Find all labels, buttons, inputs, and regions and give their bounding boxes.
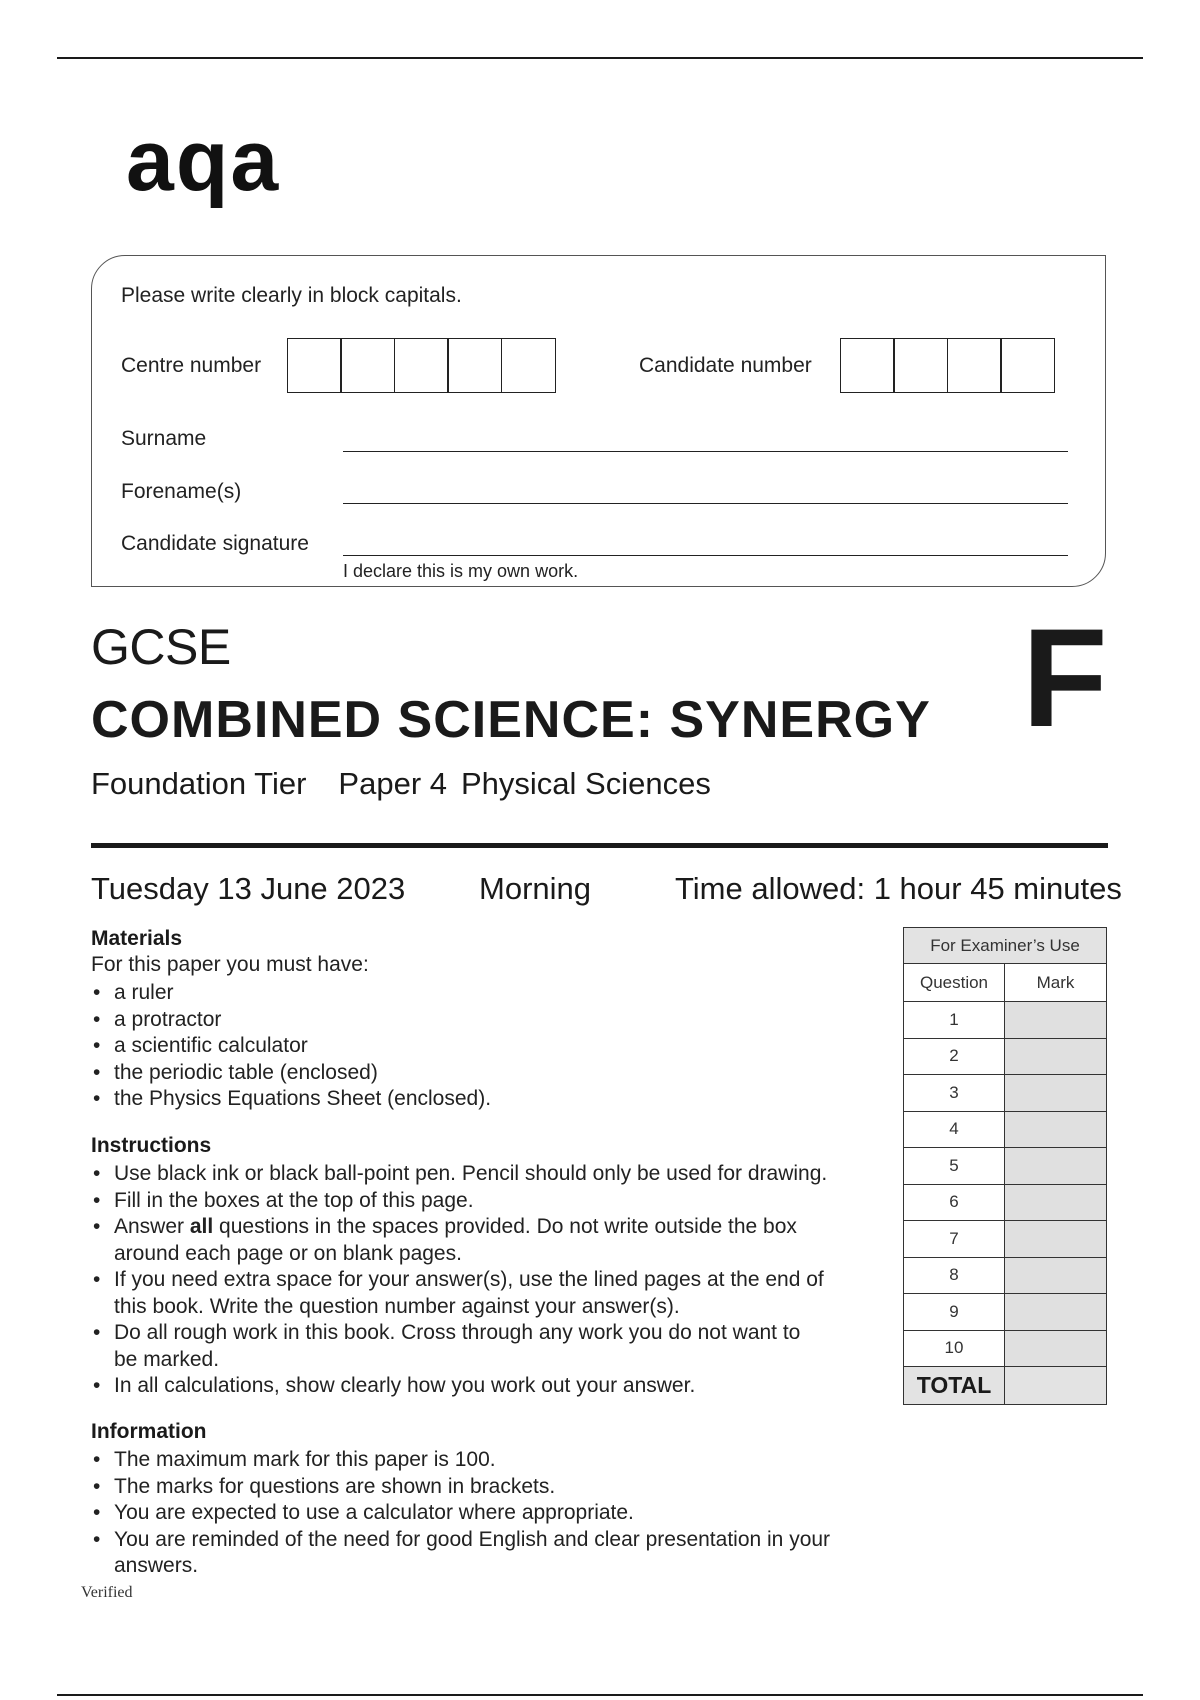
instructions-heading: Instructions [91, 1134, 212, 1157]
examiner-use-table [903, 927, 1107, 1405]
list-item: • You are expected to use a calculator where appropriate. [91, 1500, 851, 1527]
mark-cell [1005, 1148, 1107, 1185]
mark-cell [1005, 1257, 1107, 1294]
question-number: 7 [904, 1221, 1005, 1258]
block-capitals-instruction: Please write clearly in block capitals. [121, 284, 462, 307]
total-mark-cell [1005, 1367, 1107, 1405]
aqa-logo: aqa [126, 113, 281, 209]
information-heading: Information [91, 1420, 207, 1443]
list-item: • The marks for questions are shown in brackets. [91, 1474, 851, 1501]
mark-cell [1005, 1075, 1107, 1112]
question-column-header: Question [904, 964, 1005, 1002]
list-item: • In all calculations, show clearly how you work out your answer. [91, 1373, 866, 1400]
mark-cell [1005, 1221, 1107, 1258]
bottom-rule [57, 1694, 1143, 1696]
question-number: 8 [904, 1257, 1005, 1294]
materials-intro: For this paper you must have: [91, 953, 369, 976]
centre-digit-box[interactable] [501, 338, 556, 393]
tier-text: Foundation Tier [91, 766, 307, 801]
candidate-digit-box[interactable] [947, 338, 1002, 393]
centre-digit-box[interactable] [394, 338, 449, 393]
list-item: • Fill in the boxes at the top of this page. [91, 1188, 866, 1215]
surname-label: Surname [121, 427, 207, 450]
subject-title: COMBINED SCIENCE: SYNERGY [91, 691, 931, 749]
paper-title: Physical Sciences [461, 766, 711, 801]
total-label: TOTAL [904, 1367, 1005, 1405]
materials-list [91, 980, 851, 1113]
verified-stamp: Verified [81, 1584, 133, 1601]
candidate-digit-box[interactable] [840, 338, 895, 393]
mark-cell [1005, 1002, 1107, 1039]
list-item: • the Physics Equations Sheet (enclosed). [91, 1086, 851, 1113]
centre-digit-box[interactable] [340, 338, 395, 393]
list-item: • a scientific calculator [91, 1033, 851, 1060]
forenames-line[interactable] [343, 503, 1068, 504]
candidate-digit-box[interactable] [893, 338, 948, 393]
question-number: 3 [904, 1075, 1005, 1112]
instructions-list [91, 1161, 866, 1400]
exam-date: Tuesday 13 June 2023 [91, 871, 406, 906]
surname-line[interactable] [343, 451, 1068, 452]
candidate-digit-box[interactable] [1000, 338, 1055, 393]
list-item: • the periodic table (enclosed) [91, 1060, 851, 1087]
paper-number: Paper 4 [338, 766, 447, 801]
mark-cell [1005, 1330, 1107, 1367]
signature-line[interactable] [343, 555, 1068, 556]
question-number: 4 [904, 1111, 1005, 1148]
exam-session: Morning [479, 871, 591, 906]
list-item: • If you need extra space for your answer(s), use the lined pages at the end of this book. Write the question number against your answer(s). [91, 1267, 849, 1320]
candidate-number-label: Candidate number [639, 354, 812, 377]
declaration-text: I declare this is my own work. [343, 561, 579, 581]
header-divider [91, 843, 1108, 848]
list-item: • Answer all questions in the spaces provided. Do not write outside the box around each page or on blank pages. [91, 1214, 834, 1267]
qualification-title: GCSE [91, 619, 231, 675]
mark-column-header: Mark [1005, 964, 1107, 1002]
forenames-label: Forename(s) [121, 480, 242, 503]
centre-number-label: Centre number [121, 354, 262, 377]
top-rule [57, 57, 1143, 59]
list-item: • a protractor [91, 1007, 851, 1034]
list-item: • Do all rough work in this book. Cross through any work you do not want to be marked. [91, 1320, 824, 1373]
list-item: • You are reminded of the need for good English and clear presentation in your answers. [91, 1527, 849, 1580]
question-number: 1 [904, 1002, 1005, 1039]
materials-heading: Materials [91, 927, 183, 950]
centre-number-boxes[interactable] [288, 338, 556, 393]
signature-label: Candidate signature [121, 532, 309, 555]
list-item: • a ruler [91, 980, 851, 1007]
mark-cell [1005, 1184, 1107, 1221]
information-list [91, 1447, 851, 1580]
tier-letter: F [1022, 599, 1108, 756]
paper-subtitle [91, 768, 743, 799]
question-number: 2 [904, 1038, 1005, 1075]
mark-cell [1005, 1111, 1107, 1148]
emphasis-all: all [189, 1215, 214, 1238]
mark-cell [1005, 1294, 1107, 1331]
question-number: 10 [904, 1330, 1005, 1367]
mark-cell [1005, 1038, 1107, 1075]
question-number: 5 [904, 1148, 1005, 1185]
examiner-table-title: For Examiner’s Use [904, 928, 1107, 964]
list-item: • Use black ink or black ball-point pen. Pencil should only be used for drawing. [91, 1161, 866, 1188]
list-item: • The maximum mark for this paper is 100. [91, 1447, 851, 1474]
question-number: 9 [904, 1294, 1005, 1331]
centre-digit-box[interactable] [287, 338, 342, 393]
centre-digit-box[interactable] [447, 338, 502, 393]
time-allowed: Time allowed: 1 hour 45 minutes [675, 871, 1122, 906]
question-number: 6 [904, 1184, 1005, 1221]
candidate-number-boxes[interactable] [841, 338, 1055, 393]
